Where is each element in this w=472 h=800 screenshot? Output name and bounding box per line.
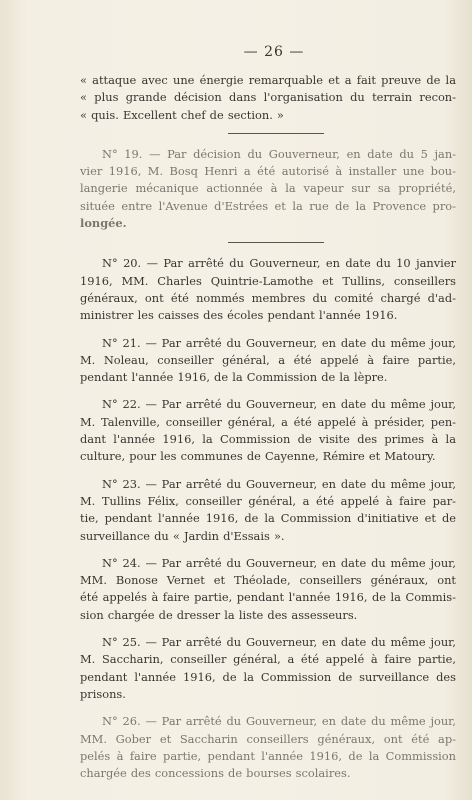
text-line: généraux, ont été nommés membres du comité chargé d'ad- (80, 290, 456, 305)
text-line: surveillance du « Jardin d'Essais ». (80, 528, 285, 543)
text-line: M. Saccharin, conseiller général, a été appelé à faire partie, (80, 652, 456, 667)
text-line: « plus grande décision dans l'organisation du terrain recon- (80, 90, 456, 105)
text-line: longée. (80, 216, 127, 231)
separator-rule (228, 242, 324, 243)
text-line: « attaque avec une énergie remarquable et a fait preuve de la (80, 73, 456, 87)
text-line: N° 24. — Par arrêté du Gouverneur, en date du même jour, (102, 555, 456, 570)
text-line: sion chargée de dresser la liste des assesseurs. (80, 607, 358, 622)
page-number: — 26 — (243, 44, 305, 60)
text-line: été appelés à faire partie, pendant l'année 1916, de la Commis- (80, 590, 456, 605)
entry-24 (80, 555, 456, 624)
entry-21 (80, 335, 456, 387)
text-line: M. Tullins Félix, conseiller général, a été appelé à faire par- (80, 493, 456, 508)
separator-rule (228, 133, 324, 134)
text-line: pelés à faire partie, pendant l'année 1916, de la Commission (80, 748, 456, 763)
text-line: ministrer les caisses des écoles pendant l'année 1916. (80, 308, 398, 323)
text-line: prisons. (80, 686, 126, 701)
text-line: 1916, MM. Charles Quintrie-Lamothe et Tullins, conseillers (80, 273, 456, 288)
text-line: M. Noleau, conseiller général, a été appelé à faire partie, (80, 352, 456, 367)
intro-paragraph (80, 72, 456, 124)
text-line: N° 22. — Par arrêté du Gouverneur, en date du même jour, (102, 397, 456, 412)
text-line: tie, pendant l'année 1916, de la Commission d'initiative et de (80, 511, 456, 526)
text-line: vier 1916, M. Bosq Henri a été autorisé à installer une bou- (80, 164, 456, 179)
entry-26 (80, 713, 456, 782)
text-line: N° 21. — Par arrêté du Gouverneur, en date du même jour, (102, 335, 456, 350)
entry-23 (80, 476, 456, 545)
text-line: MM. Bonose Vernet et Théolade, conseillers généraux, ont (80, 573, 456, 588)
text-line: N° 23. — Par arrêté du Gouverneur, en date du même jour, (102, 476, 456, 491)
text-line: pendant l'année 1916, de la Commission de surveillance des (80, 669, 456, 684)
text-line: langerie mécanique actionnée à la vapeur sur sa propriété, (80, 181, 456, 196)
text-line: N° 26. — Par arrêté du Gouverneur, en date du même jour, (102, 714, 456, 729)
entry-22 (80, 396, 456, 465)
text-line: chargée des concessions de bourses scolaires. (80, 766, 351, 781)
text-line: MM. Gober et Saccharin conseillers généraux, ont été ap- (80, 731, 456, 746)
entry-20 (80, 255, 456, 324)
text-line: N° 19. — Par décision du Gouverneur, en date du 5 jan- (102, 146, 456, 161)
text-line: pendant l'année 1916, de la Commission de la lèpre. (80, 370, 388, 385)
text-line: N° 25. — Par arrêté du Gouverneur, en date du même jour, (102, 635, 456, 650)
text-line: dant l'année 1916, la Commission de visite des primes à la (80, 432, 456, 447)
text-line: M. Talenville, conseiller général, a été appelé à présider, pen- (80, 414, 456, 429)
text-line: culture, pour les communes de Cayenne, Rémire et Matoury. (80, 449, 436, 464)
text-line: N° 20. — Par arrêté du Gouverneur, en date du 10 janvier (102, 256, 456, 271)
text-line: située entre l'Avenue d'Estrées et la rue de la Provence pro- (80, 198, 456, 213)
text-line: « quis. Excellent chef de section. » (80, 107, 284, 122)
entry-25 (80, 634, 456, 703)
entry-19 (80, 146, 456, 232)
